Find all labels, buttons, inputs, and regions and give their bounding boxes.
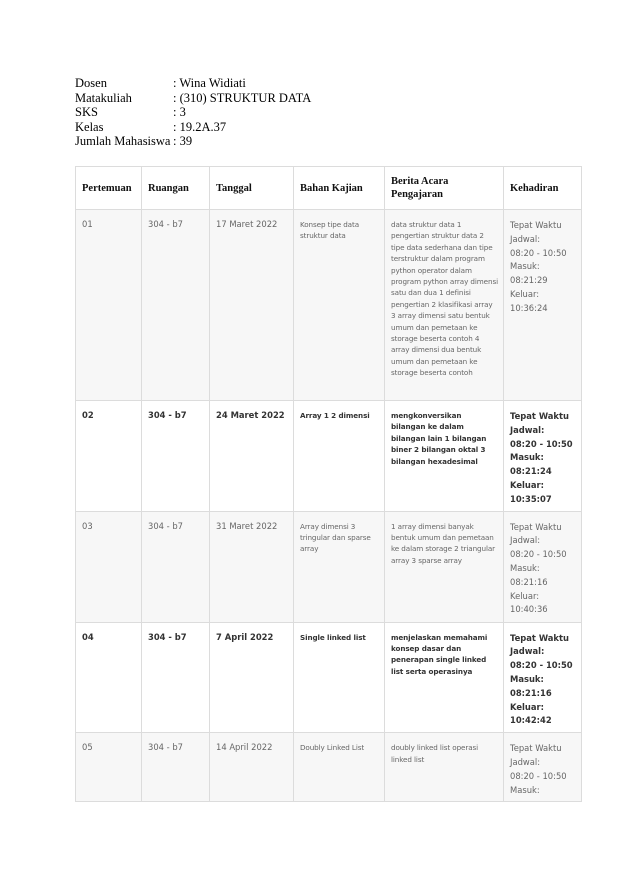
cell-text: 04	[82, 631, 94, 642]
kehadiran-value: 08:21:24	[510, 466, 552, 477]
header-bahan-kajian: Bahan Kajian	[294, 167, 385, 210]
cell-berita-acara	[385, 401, 504, 512]
kehadiran-label: Jadwal:	[510, 424, 545, 435]
cell-bahan-kajian	[294, 622, 385, 733]
info-value: : 3	[173, 105, 186, 119]
kehadiran-label: Jadwal:	[510, 756, 541, 767]
cell-text: 304 - b7	[148, 219, 183, 229]
kehadiran-value: 10:36:24	[510, 302, 548, 313]
kehadiran-value: 08:20 - 10:50	[510, 438, 573, 449]
cell-tanggal	[210, 210, 294, 401]
header-berita-acara: Berita Acara Pengajaran	[385, 167, 504, 210]
cell-tanggal	[210, 622, 294, 733]
cell-text: Doubly Linked List	[300, 743, 365, 753]
kehadiran-value: 10:42:42	[510, 715, 552, 726]
cell-text: 01	[82, 219, 93, 229]
cell-bahan-kajian	[294, 733, 385, 802]
kehadiran-value: 08:21:16	[510, 576, 548, 587]
cell-text: doubly linked list operasi linked list	[391, 743, 479, 764]
kehadiran-value: 08:20 - 10:50	[510, 770, 567, 781]
cell-text: 31 Maret 2022	[216, 520, 278, 531]
cell-text: 1 array dimensi banyak bentuk umum dan pemetaan ke dalam storage 2 triangular array 3 sparse array	[391, 521, 496, 565]
info-value: : 19.2A.37	[173, 119, 227, 134]
info-row-kelas	[75, 120, 311, 135]
info-label: Matakuliah	[75, 90, 132, 105]
cell-berita-acara	[385, 622, 504, 733]
cell-text: Single linked list	[300, 632, 366, 642]
cell-text: 03	[82, 520, 93, 531]
cell-kehadiran	[504, 622, 582, 733]
cell-text: Konsep tipe data struktur data	[300, 220, 359, 241]
cell-text: 304 - b7	[148, 742, 183, 753]
info-row-jumlah-mahasiswa	[75, 134, 311, 149]
header-tanggal: Tanggal	[210, 167, 294, 210]
cell-ruangan	[142, 622, 210, 733]
cell-text: data struktur data 1 pengertian struktur data 2 tipe data sederhana dan tipe terstruktur dalam program python operator dalam program python array dimensi satu dan dua 1 definisi pengertian 2 klasifikasi array 3 array dimensi satu bentuk umum dan pemetaan ke storage beserta contoh 4 array dimensi dua bentuk umum dan pemetaan ke storage beserta contoh	[391, 220, 499, 378]
info-label: Jumlah Mahasiswa	[75, 134, 171, 148]
kehadiran-status: Tepat Waktu	[510, 632, 569, 643]
info-label: Dosen	[75, 76, 107, 90]
kehadiran-value: 10:40:36	[510, 604, 548, 615]
info-label: Kelas	[75, 119, 104, 134]
kehadiran-block	[504, 401, 581, 511]
table-row	[76, 622, 582, 733]
kehadiran-status: Tepat Waktu	[510, 521, 562, 532]
cell-kehadiran	[504, 401, 582, 512]
kehadiran-label: Keluar:	[510, 288, 540, 299]
table-row	[76, 210, 582, 401]
cell-berita-acara	[385, 733, 504, 802]
cell-ruangan	[142, 210, 210, 401]
kehadiran-label: Keluar:	[510, 590, 540, 601]
info-row-sks	[75, 105, 311, 120]
cell-text: 24 Maret 2022	[216, 410, 285, 420]
info-value: : Wina Widiati	[173, 76, 246, 90]
header-ruangan: Ruangan	[142, 167, 210, 210]
kehadiran-value: 08:20 - 10:50	[510, 549, 567, 560]
kehadiran-label: Jadwal:	[510, 233, 541, 244]
cell-text: 7 April 2022	[216, 631, 274, 642]
info-label: SKS	[75, 105, 98, 119]
kehadiran-status: Tepat Waktu	[510, 220, 562, 230]
info-value: : 39	[173, 134, 193, 148]
info-row-dosen	[75, 76, 311, 91]
cell-pertemuan	[76, 401, 142, 512]
cell-tanggal	[210, 733, 294, 802]
cell-kehadiran	[504, 733, 582, 802]
cell-text: 304 - b7	[148, 520, 183, 531]
cell-text: 304 - b7	[148, 410, 187, 420]
cell-text: Array dimensi 3 tringular dan sparse array	[300, 521, 371, 554]
cell-bahan-kajian	[294, 401, 385, 512]
cell-pertemuan	[76, 622, 142, 733]
kehadiran-value: 08:20 - 10:50	[510, 247, 567, 258]
cell-ruangan	[142, 733, 210, 802]
table-row	[76, 733, 582, 802]
cell-text: 02	[82, 410, 94, 420]
cell-tanggal	[210, 511, 294, 622]
table-row	[76, 401, 582, 512]
kehadiran-value: 10:35:07	[510, 493, 552, 504]
kehadiran-label: Keluar:	[510, 701, 544, 712]
cell-tanggal	[210, 401, 294, 512]
cell-berita-acara	[385, 210, 504, 401]
kehadiran-status: Tepat Waktu	[510, 411, 569, 421]
kehadiran-status: Tepat Waktu	[510, 743, 562, 754]
cell-text: 05	[82, 742, 93, 753]
kehadiran-label: Masuk:	[510, 784, 540, 795]
cell-kehadiran	[504, 511, 582, 622]
header-kehadiran: Kehadiran	[504, 167, 582, 210]
kehadiran-value: 08:20 - 10:50	[510, 660, 573, 671]
cell-pertemuan	[76, 733, 142, 802]
info-row-matakuliah	[75, 91, 311, 106]
kehadiran-label: Jadwal:	[510, 646, 545, 657]
kehadiran-block	[504, 210, 581, 320]
cell-ruangan	[142, 511, 210, 622]
kehadiran-value: 08:21:29	[510, 275, 548, 286]
cell-ruangan	[142, 401, 210, 512]
course-info	[75, 76, 311, 149]
header-pertemuan: Pertemuan	[76, 167, 142, 210]
kehadiran-label: Masuk:	[510, 562, 540, 573]
info-value: : (310) STRUKTUR DATA	[173, 90, 312, 105]
kehadiran-label: Masuk:	[510, 673, 544, 684]
cell-berita-acara	[385, 511, 504, 622]
cell-text: menjelaskan memahami konsep dasar dan penerapan single linked list serta operasinya	[391, 632, 488, 676]
cell-kehadiran	[504, 210, 582, 401]
cell-text: 14 April 2022	[216, 742, 273, 753]
cell-pertemuan	[76, 511, 142, 622]
kehadiran-label: Masuk:	[510, 452, 544, 463]
cell-text: 17 Maret 2022	[216, 219, 278, 229]
cell-text: mengkonversikan bilangan ke dalam bilangan lain 1 bilangan biner 2 bilangan oktal 3 bilangan hexadesimal	[391, 411, 487, 466]
kehadiran-label: Keluar:	[510, 479, 544, 490]
cell-bahan-kajian	[294, 210, 385, 401]
kehadiran-block	[504, 623, 581, 733]
table-row	[76, 511, 582, 622]
cell-bahan-kajian	[294, 511, 385, 622]
kehadiran-label: Jadwal:	[510, 535, 541, 546]
attendance-table	[75, 166, 582, 802]
cell-text: 304 - b7	[148, 631, 187, 642]
table-header-row	[76, 167, 582, 210]
kehadiran-label: Masuk:	[510, 261, 540, 272]
cell-text: Array 1 2 dimensi	[300, 411, 370, 420]
cell-pertemuan	[76, 210, 142, 401]
kehadiran-value: 08:21:16	[510, 687, 552, 698]
kehadiran-block	[504, 733, 581, 801]
kehadiran-block	[504, 512, 581, 622]
